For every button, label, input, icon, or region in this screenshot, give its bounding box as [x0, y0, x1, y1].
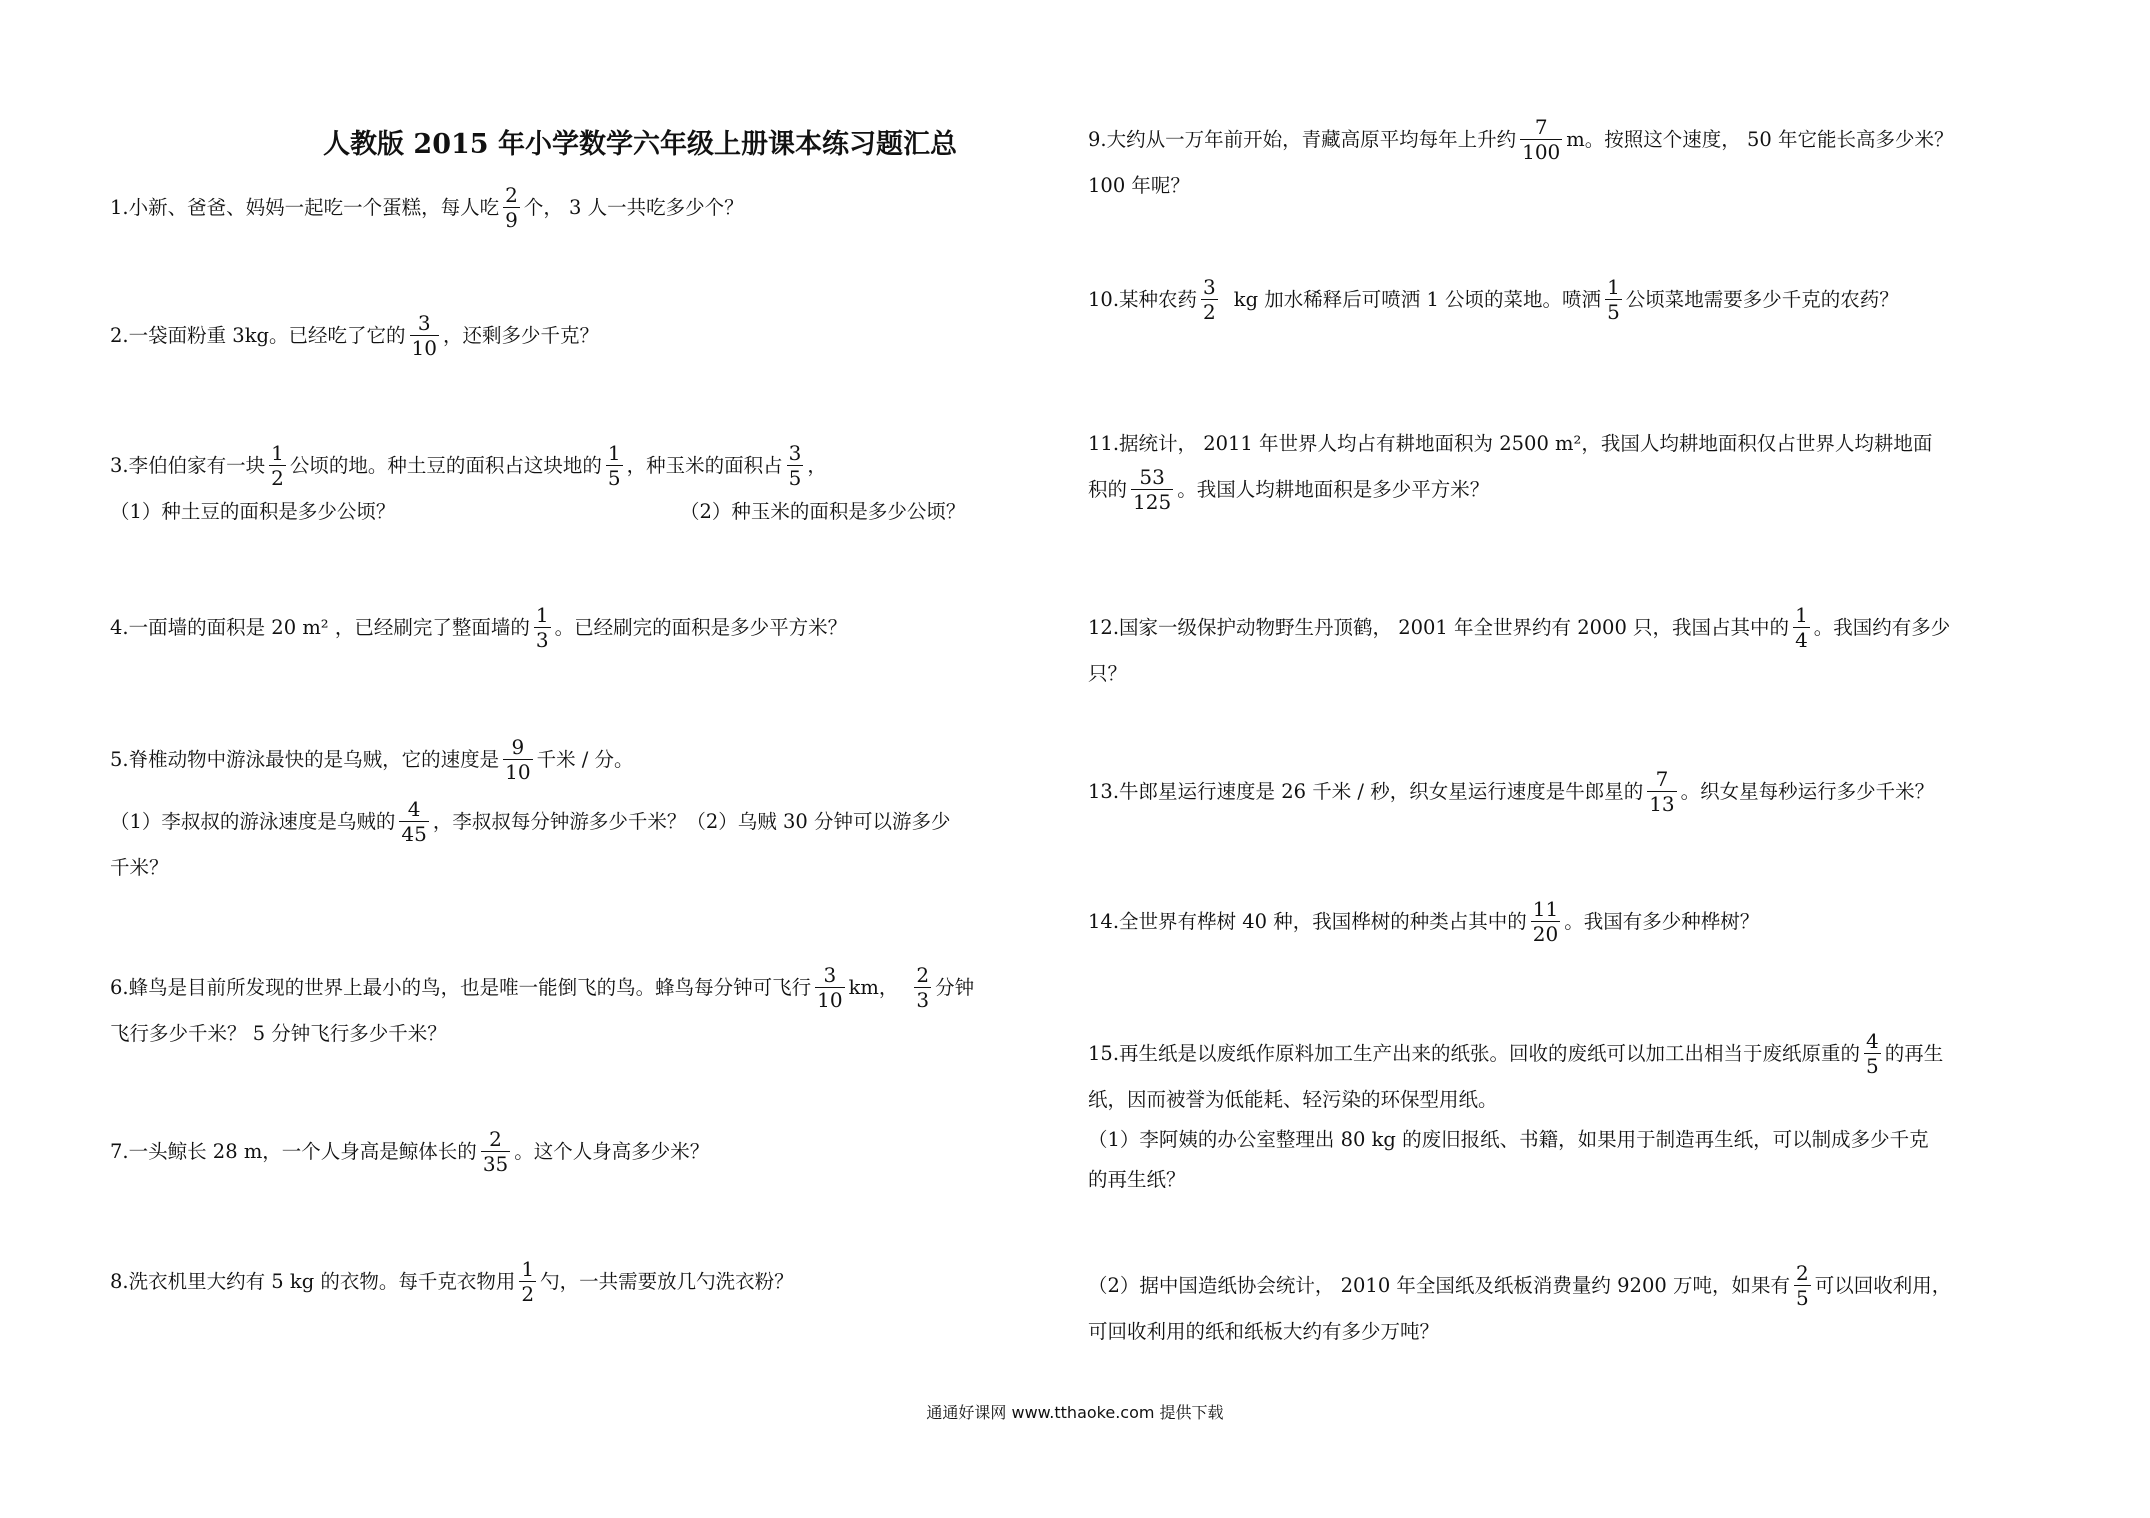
q3-text-2: 公顷的地。种土豆的面积占这块地的 — [289, 454, 602, 477]
question-11 — [1088, 424, 2058, 516]
q3-sub-1: （1）种土豆的面积是多少公顷？ — [110, 500, 396, 523]
q5-text-1: 5.脊椎动物中游泳最快的是乌贼，它的速度是 — [110, 748, 500, 771]
q12-text-1: 12.国家一级保护动物野生丹顶鹤， 2001 年全世界约有 2000 只，我国占其中的 — [1088, 616, 1790, 639]
q15-fraction-2: $\frac{2}{5}$ — [1795, 1261, 1809, 1310]
q10-fraction-1: $\frac{3}{2}$ — [1203, 275, 1216, 324]
q15-text-3: 纸，因而被誉为低能耗、轻污染的环保型用纸。 — [1088, 1088, 1498, 1111]
q5-text-3: （1）李叔叔的游泳速度是乌贼的 — [110, 810, 396, 833]
question-15 — [1088, 1028, 2058, 1352]
question-8 — [110, 1256, 1080, 1308]
q3-text-1: 3.李伯伯家有一块 — [110, 454, 266, 477]
q3-fraction-1: $\frac{1}{2}$ — [271, 441, 284, 490]
right-column — [1088, 0, 2058, 1400]
q12-fraction-1: $\frac{1}{4}$ — [1795, 603, 1808, 652]
q8-text-1: 8.洗衣机里大约有 5 kg 的衣物。每千克衣物用 — [110, 1270, 516, 1293]
q3-fraction-2: $\frac{1}{5}$ — [607, 441, 621, 490]
q10-text-1: 10.某种农药 — [1088, 288, 1198, 311]
q5-fraction-2: $\frac{4}{45}$ — [401, 797, 427, 846]
q13-fraction-1: $\frac{7}{13}$ — [1649, 767, 1675, 816]
question-2 — [110, 310, 1080, 362]
q14-fraction-1: $\frac{11}{20}$ — [1532, 897, 1559, 946]
q5-text-2: 千米 / 分。 — [536, 748, 634, 771]
q12-text-2: 。我国约有多少 — [1813, 616, 1951, 639]
q10-fraction-2: $\frac{1}{5}$ — [1607, 275, 1620, 324]
q6-text-1: 6.蜂鸟是目前所发现的世界上最小的鸟，也是唯一能倒飞的鸟。蜂鸟每分钟可飞行 — [110, 976, 812, 999]
q14-text-2: 。我国有多少种桦树？ — [1564, 910, 1760, 933]
q2-fraction-1: $\frac{3}{10}$ — [411, 311, 437, 360]
q11-text-3: 。我国人均耕地面积是多少平方米？ — [1177, 478, 1490, 501]
question-14 — [1088, 896, 2058, 948]
question-12 — [1088, 602, 2058, 694]
footer-credit: 通通好课网 www.tthaoke.com 提供下载 — [926, 1403, 1224, 1422]
q13-text-1: 13.牛郎星运行速度是 26 千米 / 秒，织女星运行速度是牛郎星的 — [1088, 780, 1644, 803]
q4-fraction-1: $\frac{1}{3}$ — [535, 603, 549, 652]
q11-text-2: 积的 — [1088, 478, 1128, 501]
q9-text-2: m。按照这个速度， 50 年它能长高多少米？ — [1566, 128, 1954, 151]
q9-fraction-1: $\frac{7}{100}$ — [1522, 115, 1561, 164]
question-7 — [110, 1126, 1080, 1178]
q1-text-1: 1.小新、爸爸、妈妈一起吃一个蛋糕，每人吃 — [110, 196, 500, 219]
left-column — [110, 0, 1080, 1400]
q8-text-2: 勺，一共需要放几勺洗衣粉？ — [540, 1270, 794, 1293]
q15-text-8: 可回收利用的纸和纸板大约有多少万吨？ — [1088, 1320, 1440, 1343]
q14-text-1: 14.全世界有桦树 40 种，我国桦树的种类占其中的 — [1088, 910, 1527, 933]
q3-text-3: ，种玉米的面积占 — [626, 454, 783, 477]
q3-text-4: ， — [807, 454, 827, 477]
q13-text-2: 。织女星每秒运行多少千米？ — [1680, 780, 1935, 803]
q6-fraction-2: $\frac{2}{3}$ — [916, 963, 930, 1012]
question-5 — [110, 734, 1080, 888]
q2-text-2: ，还剩多少千克？ — [442, 324, 599, 347]
q3-fraction-3: $\frac{3}{5}$ — [788, 441, 802, 490]
q4-text-1: 4.一面墙的面积是 20 m² ，已经刷完了整面墙的 — [110, 616, 530, 639]
q9-text-3: 100 年呢？ — [1088, 174, 1190, 197]
q11-fraction-1: $\frac{53}{125}$ — [1133, 465, 1172, 514]
q3-sub-2: （2）种玉米的面积是多少公顷？ — [680, 500, 966, 523]
q7-text-1: 7.一头鲸长 28 m，一个人身高是鲸体长的 — [110, 1140, 477, 1163]
question-1 — [110, 182, 1080, 234]
q10-text-3: 公顷菜地需要多少千克的农药？ — [1625, 288, 1899, 311]
q15-text-6: （2）据中国造纸协会统计， 2010 年全国纸及纸板消费量约 9200 万吨，如果有 — [1088, 1274, 1790, 1297]
q5-fraction-1: $\frac{9}{10}$ — [505, 735, 531, 784]
question-9 — [1088, 114, 2058, 206]
q2-text-1: 2.一袋面粉重 3kg。已经吃了它的 — [110, 324, 406, 347]
q6-text-2: km， — [848, 976, 899, 999]
q7-fraction-1: $\frac{2}{35}$ — [482, 1127, 509, 1176]
q15-text-2: 的再生 — [1884, 1042, 1944, 1065]
q11-text-1: 11.据统计， 2011 年世界人均占有耕地面积为 2500 m²，我国人均耕地面积仅占世界人均耕地面 — [1088, 432, 1933, 455]
q7-text-2: 。这个人身高多少米？ — [514, 1140, 710, 1163]
q1-text-2: 个， 3 人一共吃多少个？ — [523, 196, 744, 219]
question-6 — [110, 962, 1080, 1054]
q6-fraction-1: $\frac{3}{10}$ — [817, 963, 843, 1012]
q15-text-1: 15.再生纸是以废纸作原料加工生产出来的纸张。回收的废纸可以加工出相当于废纸原重的 — [1088, 1042, 1861, 1065]
q6-text-4: 飞行多少千米？ 5 分钟飞行多少千米？ — [110, 1022, 447, 1045]
q9-text-1: 9.大约从一万年前开始，青藏高原平均每年上升约 — [1088, 128, 1517, 151]
q1-fraction-1: $\frac{2}{9}$ — [505, 183, 518, 232]
q15-text-7: 可以回收利用， — [1814, 1274, 1952, 1297]
q4-text-2: 。已经刷完的面积是多少平方米？ — [554, 616, 848, 639]
q6-text-3: 分钟 — [935, 976, 975, 999]
q5-text-5: 千米？ — [110, 856, 169, 879]
question-3 — [110, 440, 1080, 532]
page-title: 人教版 2015 年小学数学六年级上册课本练习题汇总 — [323, 129, 957, 160]
q5-text-4: ，李叔叔每分钟游多少千米？（2）乌贼 30 分钟可以游多少 — [432, 810, 951, 833]
question-10 — [1088, 274, 2058, 326]
question-4 — [110, 602, 1080, 654]
q15-text-4: （1）李阿姨的办公室整理出 80 kg 的废旧报纸、书籍，如果用于制造再生纸，可以制成多少千克 — [1088, 1128, 1929, 1151]
q10-text-2: kg 加水稀释后可喷洒 1 公顷的菜地。喷洒 — [1233, 288, 1602, 311]
q15-fraction-1: $\frac{4}{5}$ — [1866, 1029, 1879, 1078]
question-13 — [1088, 766, 2058, 818]
q12-text-3: 只？ — [1088, 662, 1128, 685]
q8-fraction-1: $\frac{1}{2}$ — [521, 1257, 535, 1306]
q15-text-5: 的再生纸？ — [1088, 1168, 1186, 1191]
